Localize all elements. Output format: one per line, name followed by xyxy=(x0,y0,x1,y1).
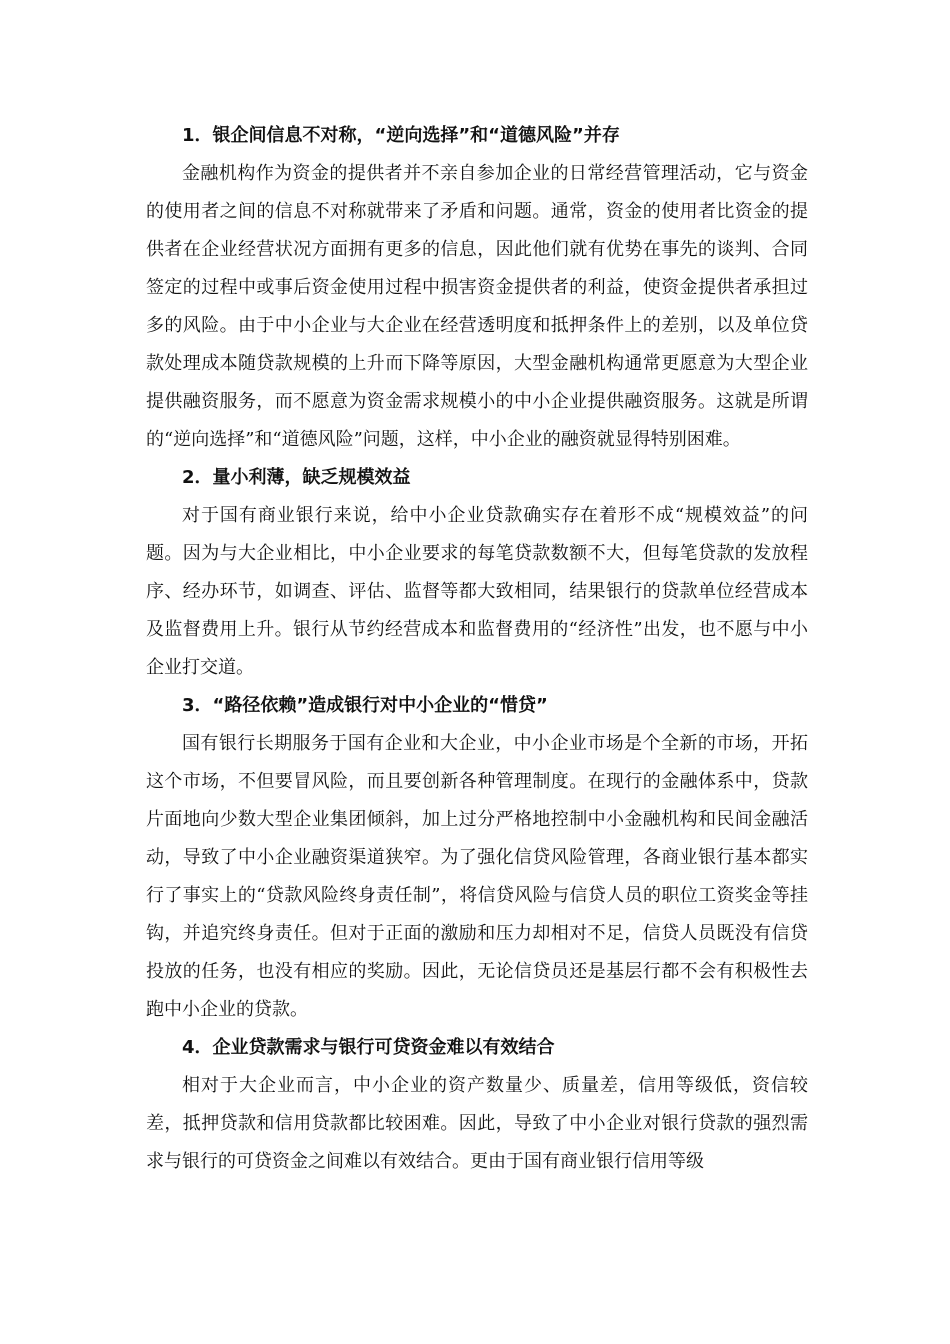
document-page xyxy=(146,117,808,1181)
section-heading-4: 4．企业贷款需求与银行可贷资金难以有效结合 xyxy=(182,1037,555,1058)
section-heading-2: 2．量小利薄，缺乏规模效益 xyxy=(182,467,411,488)
section-paragraph-1: 金融机构作为资金的提供者并不亲自参加企业的日常经营管理活动，它与资金的使用者之间的信息不对称就带来了矛盾和问题。通常，资金的使用者比资金的提供者在企业经营状况方面拥有更多的信息，因此他们就有优势在事先的谈判、合同签定的过程中或事后资金使用过程中损害资金提供者的利益，使资金提供者承担过多的风险。由于中小企业与大企业在经营透明度和抵押条件上的差别，以及单位贷款处理成本随贷款规模的上升而下降等原因，大型金融机构通常更愿意为大型企业提供融资服务，而不愿意为资金需求规模小的中小企业提供融资服务。这就是所谓的“逆向选择”和“道德风险”问题，这样，中小企业的融资就显得特别困难。 xyxy=(146,163,808,450)
section-paragraph-3: 国有银行长期服务于国有企业和大企业，中小企业市场是个全新的市场，开拓这个市场，不但要冒风险，而且要创新各种管理制度。在现行的金融体系中，贷款片面地向少数大型企业集团倾斜，加上过分严格地控制中小金融机构和民间金融活动，导致了中小企业融资渠道狭窄。为了强化信贷风险管理，各商业银行基本都实行了事实上的“贷款风险终身责任制”，将信贷风险与信贷人员的职位工资奖金等挂钩，并追究终身责任。但对于正面的激励和压力却相对不足，信贷人员既没有信贷投放的任务，也没有相应的奖励。因此，无论信贷员还是基层行都不会有积极性去跑中小企业的贷款。 xyxy=(146,733,808,1020)
section-paragraph-4: 相对于大企业而言，中小企业的资产数量少、质量差，信用等级低，资信较差，抵押贷款和信用贷款都比较困难。因此，导致了中小企业对银行贷款的强烈需求与银行的可贷资金之间难以有效结合。更由于国有商业银行信用等级 xyxy=(146,1075,808,1172)
section-heading-1: 1．银企间信息不对称，“逆向选择”和“道德风险”并存 xyxy=(182,125,620,146)
section-heading-3: 3．“路径依赖”造成银行对中小企业的“惜贷” xyxy=(182,695,548,716)
section-paragraph-2: 对于国有商业银行来说，给中小企业贷款确实存在着形不成“规模效益”的问题。因为与大企业相比，中小企业要求的每笔贷款数额不大，但每笔贷款的发放程序、经办环节，如调查、评估、监督等都大致相同，结果银行的贷款单位经营成本及监督费用上升。银行从节约经营成本和监督费用的“经济性”出发，也不愿与中小企业打交道。 xyxy=(146,505,808,678)
